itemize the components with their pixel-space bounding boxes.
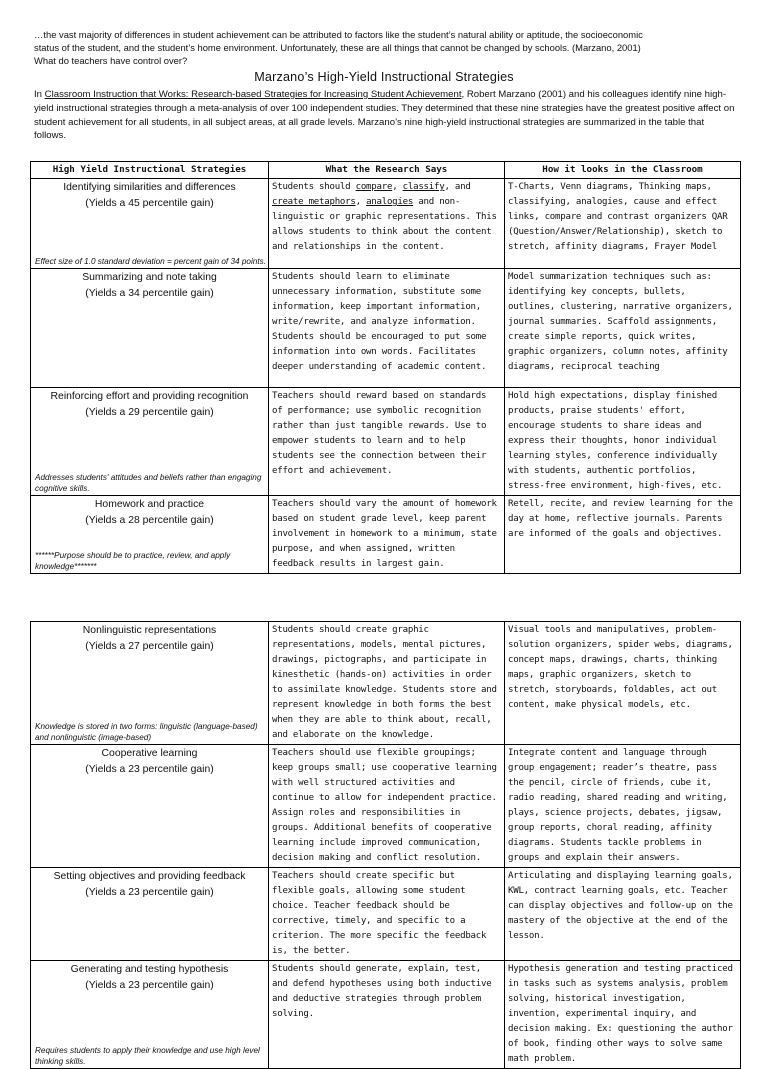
research-cell: Teachers should vary the amount of homework based on student grade level, keep parent involvement in homework to a minimum, state purpose, and when assigned, written feedback results in largest gain. (269, 496, 505, 574)
research-cell: Teachers should use flexible groupings; keep groups small; use cooperative learning with well structured activities and continue to allow for independent practice. Assign roles and responsibilities in groups. Additional benefits of cooperative learning include improved communication, decision making and conflict resolution. (269, 745, 505, 868)
strategy-cell (31, 496, 269, 574)
table-row (31, 961, 741, 1069)
research-keyword: compare (355, 182, 393, 192)
table-row (31, 388, 741, 496)
research-cell: Teachers should create specific but flexible goals, allowing some student choice. Teacher feedback should be corrective, timely, and specific to a criterion. The more specific the feedback is, the better. (269, 868, 505, 961)
strategy-name: Reinforcing effort and providing recognition (50, 391, 249, 402)
research-cell: Teachers should reward based on standards of performance; use symbolic recognition rather than just tangible rewards. Use to empower students to learn and to help students see the connection between their effort and achievement. (269, 388, 505, 496)
classroom-cell: Hypothesis generation and testing practiced in tasks such as systems analysis, problem solving, historical investigation, invention, experimental inquiry, and decision making. Ex: questioning the author of book, finding other ways to solve same math problem. (505, 961, 741, 1069)
research-separator: , (392, 182, 403, 192)
strategy-gain: (Yields a 23 percentile gain) (85, 979, 214, 991)
paragraph-post: , Robert Marzano (2001) and his colleagues identify nine high-yield instructional strategies through a meta-analysis of over 100 independent studies. They determined that these nine strategies have the greatest positive affect on student achievement for all students, in all subject areas, at all grade levels. Marzano’s nine high-yield instructional strategies are summarized in the table that follows. (34, 89, 735, 142)
table-header-row (31, 162, 741, 179)
research-cell: Students should create graphic representations, models, mental pictures, drawings, pictographs, and participate in kinesthetic (hands-on) activities in order to assimilate knowledge. Students store and represent knowledge in both forms the best when they are able to think about, recall, and elaborate on the knowledge. (269, 622, 505, 745)
strategies-table-part-1 (30, 161, 741, 574)
intro-line: …the vast majority of differences in student achievement can be attributed to factors like the student’s natural ability or aptitude, the socioeconomic (34, 29, 643, 40)
header-classroom: How it looks in the Classroom (505, 162, 741, 179)
strategy-name: Identifying similarities and differences (63, 182, 236, 193)
research-keyword: classify (402, 182, 445, 192)
strategy-name: Nonlinguistic representations (82, 625, 217, 636)
page-title: Marzano’s High-Yield Instructional Strategies (254, 70, 514, 84)
strategy-name: Cooperative learning (101, 748, 198, 759)
strategy-gain: (Yields a 23 percentile gain) (85, 763, 214, 775)
strategy-note: Requires students to apply their knowledge and use high level thinking skills. (35, 1045, 260, 1067)
strategy-cell (31, 269, 269, 388)
table-row (31, 179, 741, 269)
classroom-cell: Integrate content and language through group engagement; reader’s theatre, pass the pencil, circle of friends, cube it, radio reading, shared reading and writing, plays, science projects, debates, jigsaw, group reports, choral reading, affinity diagrams. Students tackle problems in groups and explain their answers. (505, 745, 741, 868)
header-research: What the Research Says (269, 162, 505, 179)
strategy-gain: (Yields a 27 percentile gain) (85, 640, 214, 652)
strategy-cell (31, 961, 269, 1069)
research-separator: , and (444, 182, 471, 192)
intro-question: What do teachers have control over? (34, 55, 188, 66)
strategy-note: Knowledge is stored in two forms: linguistic (language-based) and nonlinguistic (image-based) (35, 721, 258, 743)
research-cell: Students should generate, explain, test, and defend hypotheses using both inductive and deductive strategies through problem solving. (269, 961, 505, 1069)
intro-paragraph (34, 88, 736, 143)
table-row (31, 868, 741, 961)
strategy-cell (31, 622, 269, 745)
classroom-cell: Retell, recite, and review learning for the day at home, reflective journals. Parents are informed of the goals and objectives. (505, 496, 741, 574)
strategy-name: Homework and practice (94, 499, 205, 510)
strategy-cell (31, 745, 269, 868)
table-row (31, 496, 741, 574)
table-row (31, 745, 741, 868)
classroom-cell: T-Charts, Venn diagrams, Thinking maps, classifying, analogies, cause and effect links, compare and contrast organizers QAR (Question/Answer/Relationship), sketch to stretch, affinity diagrams, Frayer Model (505, 179, 741, 269)
strategy-gain: (Yields a 45 percentile gain) (85, 197, 214, 209)
research-cell (269, 179, 505, 269)
strategy-cell (31, 179, 269, 269)
strategy-gain: (Yields a 34 percentile gain) (85, 287, 214, 299)
strategy-gain: (Yields a 23 percentile gain) (85, 886, 214, 898)
strategy-name: Generating and testing hypothesis (70, 964, 229, 975)
strategies-table-part-2 (30, 621, 741, 1069)
paragraph-pre: In (34, 89, 45, 100)
strategy-note: Effect size of 1.0 standard deviation = percent gain of 34 points. (35, 257, 266, 267)
research-separator: , (355, 197, 367, 207)
classroom-cell: Hold high expectations, display finished products, praise students' effort, encourage students to share ideas and express their thoughts, honor individual learning styles, conference individually with students, authentic portfolios, stress-free environment, high-fives, etc. (505, 388, 741, 496)
strategy-name: Summarizing and note taking (82, 272, 217, 283)
research-post: and non-linguistic or graphic representations. This allows students to think about the content and relationships in the content. (272, 197, 497, 252)
strategy-note: ******Purpose should be to practice, review, and apply knowledge******* (35, 550, 231, 572)
book-title: Classroom Instruction that Works: Research-based Strategies for Increasing Student Achievement (44, 89, 462, 100)
classroom-cell: Articulating and displaying learning goals, KWL, contract learning goals, etc. Teacher can display objectives and follow-up on the mastery of the objective at the end of the lesson. (505, 868, 741, 961)
strategy-note: Addresses students' attitudes and beliefs rather than engaging cognitive skills. (35, 472, 262, 494)
research-keyword: create metaphors (272, 197, 356, 207)
table-row (31, 622, 741, 745)
strategy-gain: (Yields a 29 percentile gain) (85, 406, 214, 418)
strategy-gain: (Yields a 28 percentile gain) (85, 514, 214, 526)
research-cell: Students should learn to eliminate unnecessary information, substitute some information, keep important information, write/rewrite, and analyze information. Students should be encouraged to put some information into own words. Facilitates deeper understanding of academic content. (269, 269, 505, 388)
research-keyword: analogies (366, 197, 414, 207)
strategy-cell (31, 868, 269, 961)
strategy-name: Setting objectives and providing feedback (53, 871, 246, 882)
intro-line: status of the student, and the student’s home environment. Unfortunately, these are all things that cannot be changed by schools. (Marzano, 2001) (34, 42, 641, 53)
classroom-cell: Visual tools and manipulatives, problem-solution organizers, spider webs, diagrams, concept maps, drawings, charts, thinking maps, graphic organizers, sketch to stretch, storyboards, foldables, act out content, make physical models, etc. (505, 622, 741, 745)
header-strategy: High Yield Instructional Strategies (31, 162, 269, 179)
classroom-cell: Model summarization techniques such as: identifying key concepts, bullets, outlines, clustering, narrative organizers, journal summaries. Scaffold assignments, create simple reports, quick writes, graphic organizers, column notes, affinity diagrams, reciprocal teaching (505, 269, 741, 388)
strategy-cell (31, 388, 269, 496)
research-pre: Students should (272, 182, 356, 192)
intro-quote (34, 28, 734, 67)
table-row (31, 269, 741, 388)
